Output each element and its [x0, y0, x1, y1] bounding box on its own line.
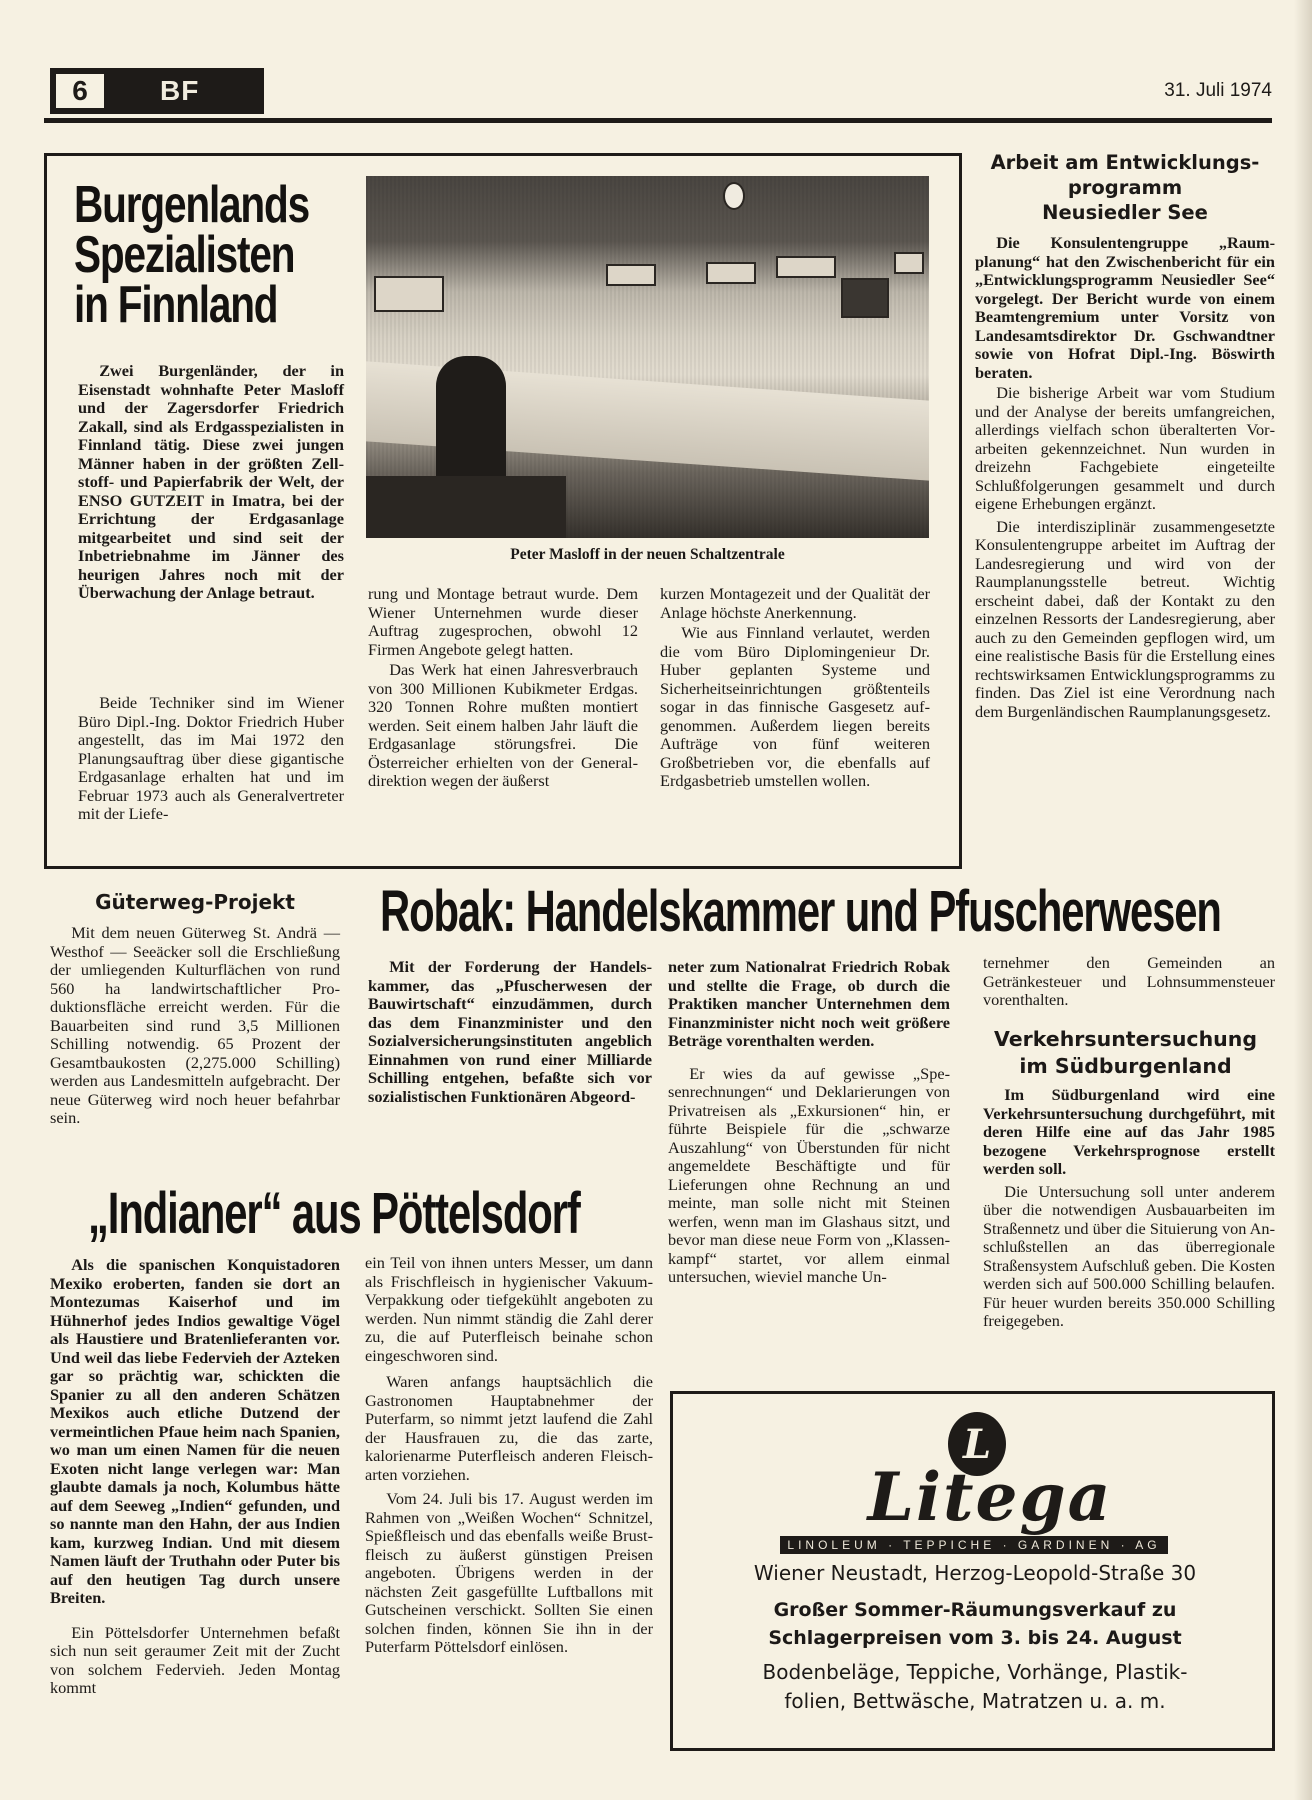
indianer-column-2: [365, 1254, 653, 1657]
article-lead: Zwei Burgenländer, der in Eisenstadt wohnhafte Peter Masloff und der Zagersdorfer Friedrich Zakall, sind als Erdgasspezialisten in Finnland tätig. Diese zwei jungen Männer haben in der größten Zellstoff- und Papierfabrik der Welt, der ENSO GUTZEIT in Imatra, bei der Errichtung der Erdgasanlage mitgearbeitet und sind seit der Inbetriebnahme im Jänner des heurigen Jahres noch mit der Überwachung der Anlage betraut.: [78, 361, 344, 602]
paragraph: Die Untersuchung soll unter anderem über die notwendigen Ausbauarbeiten im Straßennetz und über die Situierung von Anschlußstellen an das überregionale Straßensystem Aufschluß geben. Die Kosten werden sich auf 500.000 Schilling belaufen. Für heuer wurden bereits 350.000 Schilling freigegeben.: [983, 1181, 1275, 1330]
panel-graphic: [706, 262, 756, 284]
headline-line: im Südburgenland: [1019, 1054, 1232, 1078]
control-room-photo: [366, 176, 929, 538]
paragraph: Das Werk hat einen Jahresverbrauch von 300 Millionen Kubikmeter Erdgas. 320 Tonnen Rohre mußten montiert werden. Seit einem halben Jahr läuft die Erdgasanlage störungsfrei. Die Österreicher erhielten von der Generaldirektion wegen der äußerst: [368, 660, 638, 790]
headline-neusiedl: [975, 150, 1275, 225]
header-rule: [44, 118, 1272, 123]
ad-items: [680, 1658, 1270, 1716]
paragraph: Die bisherige Arbeit war vom Studium und der Analyse der bereits umfangreichen, allerdings vielfach schon überalterten Vorarbeiten gekennzeichnet. Nun wurden in dreizehn Fachgebiete eingeteilte Schlußfolgerungen gesammelt und durch eigene Erhebungen ergänzt.: [975, 383, 1275, 513]
robak-column-1: [368, 958, 652, 1106]
paragraph: Vom 24. Juli bis 17. August werden im Rahmen von „Weißen Wochen“ Schnitzel, Spießfleisch und das ebenfalls weiße Brustfleisch zu äußerst günstigen Preisen angeboten. Übrigens werden in der nächsten Zeit gasgefüllte Luftballons mit Gutscheinen verschickt. Sollten Sie einen solchen finden, können Sie ihn in der Puterfarm Pöttelsdorf einlösen.: [365, 1489, 653, 1656]
ad-offer-line: Großer Sommer-Räumungsverkauf zu: [773, 1599, 1177, 1621]
litega-logo-icon: L: [948, 1412, 1006, 1476]
paragraph: ternehmer den Gemeinden an Getränkesteuer und Lohnsummensteuer vorenthalten.: [983, 953, 1275, 1009]
headline-line: Burgenlands: [74, 176, 310, 234]
headline-line: Verkehrsuntersuchung: [993, 1027, 1258, 1051]
headline-robak: [380, 879, 1260, 944]
ad-address: Wiener Neustadt, Herzog-Leopold-Straße 30: [753, 1561, 1197, 1585]
ad-offer-line: Schlagerpreisen vom 3. bis 24. August: [768, 1627, 1182, 1649]
headline-line: Arbeit am Entwicklungs-: [990, 151, 1260, 174]
article-lead: Als die spanischen Konquistadoren Mexiko eroberten, fanden sie dort an Montezumas Kaiserhof und im Hühnerhof jedes Indios gewaltige Vögel als Haustiere und Bratenlieferanten vor. Und weil das liebe Federvieh der Azteken gar so prächtig war, schickten die Spanier zu all den anderen Schätzen Mexikos auch etliche Dutzend der vermeintlichen Pfaue heim nach Spanien, wo man um einen Namen für die neuen Exoten nicht lange verlegen war: Man glaubte damals ja noch, Kolumbus hätte auf dem Seeweg „Indien“ gefunden, und so nannte man den Hahn, der aus Indien kam, kurzweg Indian. Und mit diesem Namen läuft der Truthahn oder Puter bis auf den heutigen Tag durch unsere Breiten.: [50, 1255, 340, 1607]
paragraph: Ein Pöttelsdorfer Unternehmen befaßt sich nun seit geraumer Zeit mit der Zucht von solchem Federvieh. Jeden Montag kommt: [50, 1622, 340, 1697]
panel-graphic: [841, 278, 889, 318]
clock-icon: [723, 182, 745, 210]
headline-line: Spezialisten: [74, 226, 295, 284]
ad-offer: [680, 1596, 1270, 1652]
verkehr-column: [983, 1086, 1275, 1331]
headline-text: „Indianer“ aus Pöttelsdorf: [88, 1181, 580, 1246]
ad-items-line: folien, Bettwäsche, Matratzen u. a. m.: [784, 1689, 1166, 1713]
headline-gueterweg: Güterweg-Projekt: [95, 890, 295, 914]
paragraph: Er wies da auf gewisse „Spesenrechnungen“ und Deklarierungen von Privatreisen als „Exkursionen“ hin, er führte Beispiele für die „schwarze Auszahlung“ von Überstunden für nicht angemeldete Beschäftigte und für Lieferungen ohne Rechnung an und meinte, man solle nicht mit Steinen werfen, wenn man im Glashaus sitzt, und bevor man diese neue Form von „Klassenkampf“ startet, vor allem einmal untersuchen, wieviel manche Un-: [668, 1063, 950, 1286]
issue-date: 31. Juli 1974: [1164, 80, 1272, 101]
article-lead: neter zum Nationalrat Friedrich Robak und stellte die Frage, ob durch die Praktiken mancher Unternehmen dem Finanzminister nicht noch weit größere Beträge vorenthalten werden.: [668, 957, 950, 1050]
ad-tagline: LINOLEUM · TEPPICHE · GARDINEN · AG: [780, 1536, 1168, 1554]
desk-graphic: [366, 476, 566, 538]
article-lead: Die Konsulentengruppe „Raumplanung“ hat den Zwischenbericht für ein „Entwicklungsprogramm Neusiedler See“ vorgelegt. Der Bericht wurde von einem Beamtengremium unter Vorsitz von Landesamtsdirektor Dr. Gschwandtner sowie von Hofrat Dipl.-Ing. Böswirth beraten.: [975, 233, 1275, 382]
section-code: BF: [160, 75, 200, 106]
page-edge-shadow: [1294, 0, 1312, 1800]
finnland-column-1b: [78, 694, 344, 824]
headline-verkehr: [983, 1026, 1268, 1080]
panel-graphic: [374, 276, 444, 312]
headline-finnland: [74, 176, 354, 334]
paragraph: Die interdisziplinär zusammengesetzte Konsulentengruppe arbeitet im Auftrag der Landesregierung und wird von der Raumplanungsstelle betreut. Wichtig erscheint dabei, daß der Kontakt zu den einzelnen Ressorts der Landesregierung, aber auch zu den Gemeinden gepflogen wird, um eine realistische Basis für die Erstellung eines rechtswirksamen Entwicklungsprogramms zu finden. Das Ziel ist eine Verordnung nach dem Burgenländischen Raumplanungsgesetz.: [975, 516, 1275, 721]
paragraph: rung und Montage betraut wurde. Dem Wiener Unternehmen wurde dieser Auftrag zugesprochen, obwohl 12 Firmen Angebote gelegt hatten.: [368, 584, 638, 659]
headline-line: in Finnland: [74, 276, 278, 334]
ad-items-line: Bodenbeläge, Teppiche, Vorhänge, Plastik-: [762, 1660, 1188, 1684]
paragraph: Wie aus Finnland verlautet, werden die vom Büro Diplomingenieur Dr. Huber geplanten Systeme und Sicherheitseinrichtungen größtenteils sogar in das finnische Gasgesetz aufgenommen. Außerdem liegen bereits Aufträge von fünf weiteren Großbetrieben vor, die ebenfalls auf Erdgasbetrieb umstellen wollen.: [660, 623, 930, 790]
photo-caption: Peter Masloff in der neuen Schaltzentrale: [510, 546, 785, 563]
neusiedl-column: [975, 234, 1275, 721]
page-number: 6: [54, 72, 106, 110]
headline-indianer: [88, 1181, 688, 1246]
finnland-column-1: [78, 362, 344, 603]
ad-brand-name: Litega: [867, 1458, 1113, 1536]
paragraph: Mit dem neuen Güterweg St. Andrä — Westhof — Seeäcker soll die Erschließung der umliegenden Kulturflächen von rund 560 ha landwirtschaftlicher Produktionsfläche erreicht werden. Für die Bauarbeiten sind rund 3,5 Millionen Schilling notwendig. 65 Prozent der Gesamtbaukosten (2,275.000 Schilling) werden aus Landesmitteln aufgebracht. Der neue Güterweg wird noch heuer befahrbar sein.: [50, 923, 340, 1127]
gueterweg-column: [50, 924, 340, 1128]
paragraph: Waren anfangs hauptsächlich die Gastronomen Hauptabnehmer der Puterfarm, so nimmt jetzt laufend die Zahl der Hausfrauen zu, die das zarte, kalorienarme Puterfleisch anderen Fleischarten vorziehen.: [365, 1372, 653, 1484]
article-lead: Im Südburgenland wird eine Verkehrsuntersuchung durchgeführt, mit deren Hilfe eine auf das Jahr 1985 bezogene Verkehrsprognose erstellt werden soll.: [983, 1085, 1275, 1178]
headline-line: programm: [1067, 176, 1183, 199]
paragraph: Beide Techniker sind im Wiener Büro Dipl.-Ing. Doktor Friedrich Huber angestellt, das im Mai 1972 den Planungsauftrag über diese gigantische Erdgasanlage erhalten hat und im Februar 1973 auch als Generalvertreter mit der Liefe-: [78, 693, 344, 823]
masthead: [50, 68, 264, 114]
panel-graphic: [894, 252, 924, 274]
headline-line: Neusiedler See: [1042, 201, 1208, 224]
paragraph: kurzen Montagezeit und der Qualität der Anlage höchste Anerkennung.: [660, 584, 930, 622]
robak-column-2: [668, 958, 950, 1287]
finnland-column-3: [660, 585, 930, 791]
indianer-column-1: [50, 1256, 340, 1698]
headline-text: Robak: Handelskammer und Pfuscherwesen: [380, 879, 1221, 944]
article-lead: Mit der Forderung der Handelskammer, das „Pfuscherwesen der Bauwirtschaft“ einzudämmen, durch das dem Finanzminister und den Sozialversicherungsinstituten angeblich Einnahmen von rund einer Milliarde Schilling entgehen, befaßte sich vor sozialistischen Funktionären Abgeord-: [368, 957, 652, 1106]
panel-graphic: [606, 264, 656, 286]
robak-column-3: [983, 954, 1275, 1010]
finnland-column-2: [368, 585, 638, 791]
paragraph: ein Teil von ihnen unters Messer, um dann als Frischfleisch in hygienischer Vakuum-Verpakkung oder tiefgekühlt angeboten zu werden. Nun nimmt ständig die Zahl derer zu, die auf Puterfleisch beinahe schon eingeschworen sind.: [365, 1253, 653, 1365]
panel-graphic: [776, 256, 836, 278]
